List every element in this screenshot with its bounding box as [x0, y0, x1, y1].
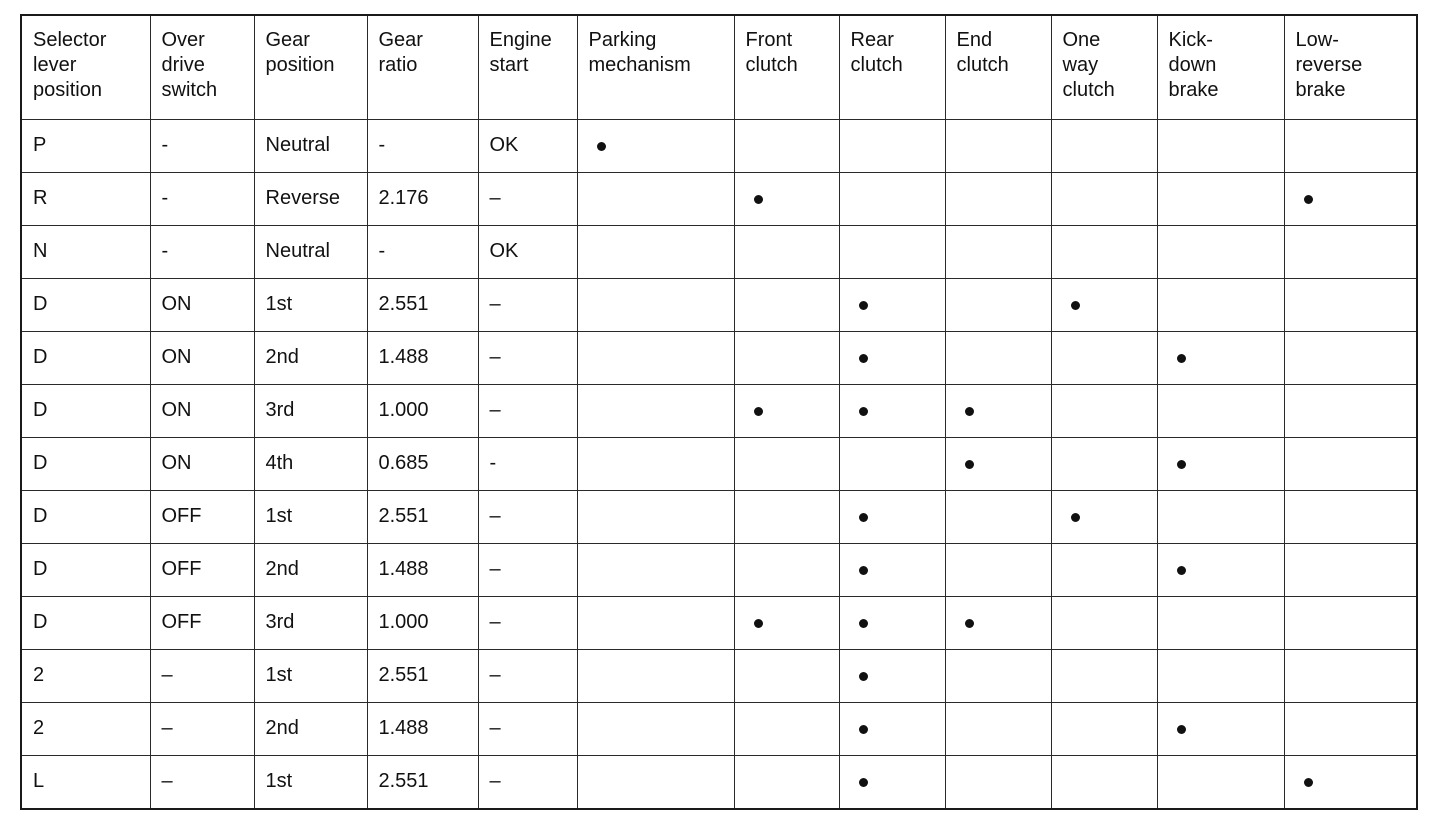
- selector-lever-position-cell: D: [21, 490, 150, 543]
- engine-start-cell: OK: [478, 119, 577, 172]
- end-clutch-cell: [945, 596, 1051, 649]
- engine-start-cell: –: [478, 649, 577, 702]
- gear-ratio-cell: 0.685: [367, 437, 478, 490]
- parking-mechanism-cell: [577, 278, 734, 331]
- table-row: [21, 543, 1417, 596]
- one-way-clutch-cell: [1051, 225, 1157, 278]
- selector-lever-position-cell: R: [21, 172, 150, 225]
- parking-mechanism-cell: [577, 702, 734, 755]
- engaged-dot-icon: [859, 407, 868, 416]
- front-clutch-cell: [734, 543, 839, 596]
- low-reverse-brake-cell: [1284, 649, 1417, 702]
- engine-start-cell: –: [478, 172, 577, 225]
- overdrive-switch-cell: OFF: [150, 596, 254, 649]
- engaged-dot-icon: [1177, 460, 1186, 469]
- gear-position-cell: 3rd: [254, 596, 367, 649]
- one-way-clutch-cell: [1051, 702, 1157, 755]
- selector-lever-position-cell: 2: [21, 702, 150, 755]
- overdrive-switch-cell: -: [150, 172, 254, 225]
- overdrive-switch-cell: OFF: [150, 543, 254, 596]
- table-row: [21, 278, 1417, 331]
- overdrive-switch-cell: –: [150, 702, 254, 755]
- engaged-dot-icon: [1177, 725, 1186, 734]
- engaged-dot-icon: [859, 778, 868, 787]
- rear-clutch-cell: [839, 649, 945, 702]
- kickdown-brake-cell: [1157, 649, 1284, 702]
- parking-mechanism-cell: [577, 331, 734, 384]
- gear-ratio-cell: -: [367, 119, 478, 172]
- engaged-dot-icon: [754, 619, 763, 628]
- kickdown-brake-cell: [1157, 119, 1284, 172]
- engaged-dot-icon: [1071, 301, 1080, 310]
- end-clutch-cell: [945, 384, 1051, 437]
- low-reverse-brake-cell: [1284, 225, 1417, 278]
- rear-clutch-cell: [839, 596, 945, 649]
- low-reverse-brake-cell: [1284, 278, 1417, 331]
- end-clutch-cell: [945, 649, 1051, 702]
- end-clutch-cell: [945, 119, 1051, 172]
- one-way-clutch-cell: [1051, 278, 1157, 331]
- selector-lever-position-cell: N: [21, 225, 150, 278]
- engaged-dot-icon: [859, 619, 868, 628]
- parking-mechanism-cell: [577, 596, 734, 649]
- kickdown-brake-cell: [1157, 543, 1284, 596]
- front-clutch-cell: [734, 596, 839, 649]
- overdrive-switch-cell: ON: [150, 331, 254, 384]
- gear-position-cell: 1st: [254, 490, 367, 543]
- one-way-clutch-cell: [1051, 331, 1157, 384]
- selector-lever-position-cell: D: [21, 596, 150, 649]
- engaged-dot-icon: [1177, 354, 1186, 363]
- overdrive-switch-cell: -: [150, 225, 254, 278]
- overdrive-switch-cell: ON: [150, 384, 254, 437]
- table-row: [21, 702, 1417, 755]
- selector-lever-position-cell: L: [21, 755, 150, 809]
- kickdown-brake-cell: [1157, 596, 1284, 649]
- col-header-selector-lever-position: Selector lever position: [21, 15, 150, 119]
- low-reverse-brake-cell: [1284, 755, 1417, 809]
- kickdown-brake-cell: [1157, 755, 1284, 809]
- table-row: [21, 225, 1417, 278]
- gear-ratio-cell: -: [367, 225, 478, 278]
- front-clutch-cell: [734, 702, 839, 755]
- low-reverse-brake-cell: [1284, 384, 1417, 437]
- end-clutch-cell: [945, 490, 1051, 543]
- engine-start-cell: –: [478, 331, 577, 384]
- kickdown-brake-cell: [1157, 331, 1284, 384]
- parking-mechanism-cell: [577, 437, 734, 490]
- selector-lever-position-cell: P: [21, 119, 150, 172]
- overdrive-switch-cell: ON: [150, 278, 254, 331]
- front-clutch-cell: [734, 490, 839, 543]
- col-header-front-clutch: Front clutch: [734, 15, 839, 119]
- engine-start-cell: –: [478, 384, 577, 437]
- front-clutch-cell: [734, 119, 839, 172]
- rear-clutch-cell: [839, 331, 945, 384]
- table-row: [21, 119, 1417, 172]
- rear-clutch-cell: [839, 755, 945, 809]
- kickdown-brake-cell: [1157, 278, 1284, 331]
- parking-mechanism-cell: [577, 649, 734, 702]
- parking-mechanism-cell: [577, 384, 734, 437]
- rear-clutch-cell: [839, 225, 945, 278]
- front-clutch-cell: [734, 649, 839, 702]
- one-way-clutch-cell: [1051, 172, 1157, 225]
- engaged-dot-icon: [859, 725, 868, 734]
- engaged-dot-icon: [597, 142, 606, 151]
- parking-mechanism-cell: [577, 225, 734, 278]
- end-clutch-cell: [945, 543, 1051, 596]
- low-reverse-brake-cell: [1284, 437, 1417, 490]
- engaged-dot-icon: [1304, 195, 1313, 204]
- end-clutch-cell: [945, 225, 1051, 278]
- engaged-dot-icon: [1071, 513, 1080, 522]
- kickdown-brake-cell: [1157, 384, 1284, 437]
- col-header-kickdown-brake: Kick- down brake: [1157, 15, 1284, 119]
- front-clutch-cell: [734, 331, 839, 384]
- selector-lever-position-cell: 2: [21, 649, 150, 702]
- gear-ratio-cell: 2.551: [367, 278, 478, 331]
- selector-lever-position-cell: D: [21, 331, 150, 384]
- overdrive-switch-cell: OFF: [150, 490, 254, 543]
- gear-ratio-cell: 2.551: [367, 649, 478, 702]
- gear-position-cell: Neutral: [254, 225, 367, 278]
- gear-position-cell: 4th: [254, 437, 367, 490]
- engine-start-cell: –: [478, 596, 577, 649]
- front-clutch-cell: [734, 225, 839, 278]
- rear-clutch-cell: [839, 437, 945, 490]
- overdrive-switch-cell: –: [150, 649, 254, 702]
- engine-start-cell: -: [478, 437, 577, 490]
- front-clutch-cell: [734, 278, 839, 331]
- front-clutch-cell: [734, 755, 839, 809]
- one-way-clutch-cell: [1051, 755, 1157, 809]
- rear-clutch-cell: [839, 490, 945, 543]
- engaged-dot-icon: [859, 354, 868, 363]
- end-clutch-cell: [945, 702, 1051, 755]
- overdrive-switch-cell: -: [150, 119, 254, 172]
- end-clutch-cell: [945, 755, 1051, 809]
- end-clutch-cell: [945, 331, 1051, 384]
- gear-ratio-cell: 1.488: [367, 331, 478, 384]
- kickdown-brake-cell: [1157, 225, 1284, 278]
- gear-position-cell: 2nd: [254, 543, 367, 596]
- gear-ratio-cell: 1.488: [367, 543, 478, 596]
- gear-position-cell: Reverse: [254, 172, 367, 225]
- rear-clutch-cell: [839, 278, 945, 331]
- one-way-clutch-cell: [1051, 596, 1157, 649]
- table-body: [21, 119, 1417, 809]
- col-header-overdrive-switch: Over drive switch: [150, 15, 254, 119]
- one-way-clutch-cell: [1051, 649, 1157, 702]
- engine-start-cell: –: [478, 755, 577, 809]
- col-header-one-way-clutch: One way clutch: [1051, 15, 1157, 119]
- low-reverse-brake-cell: [1284, 702, 1417, 755]
- low-reverse-brake-cell: [1284, 596, 1417, 649]
- gear-engagement-table: [20, 14, 1418, 810]
- parking-mechanism-cell: [577, 119, 734, 172]
- kickdown-brake-cell: [1157, 172, 1284, 225]
- overdrive-switch-cell: –: [150, 755, 254, 809]
- one-way-clutch-cell: [1051, 119, 1157, 172]
- rear-clutch-cell: [839, 172, 945, 225]
- gear-ratio-cell: 1.000: [367, 596, 478, 649]
- low-reverse-brake-cell: [1284, 172, 1417, 225]
- engaged-dot-icon: [965, 460, 974, 469]
- rear-clutch-cell: [839, 384, 945, 437]
- col-header-end-clutch: End clutch: [945, 15, 1051, 119]
- engine-start-cell: –: [478, 490, 577, 543]
- engine-start-cell: –: [478, 278, 577, 331]
- selector-lever-position-cell: D: [21, 384, 150, 437]
- engine-start-cell: –: [478, 702, 577, 755]
- engaged-dot-icon: [1177, 566, 1186, 575]
- one-way-clutch-cell: [1051, 543, 1157, 596]
- engine-start-cell: OK: [478, 225, 577, 278]
- parking-mechanism-cell: [577, 490, 734, 543]
- engaged-dot-icon: [859, 672, 868, 681]
- rear-clutch-cell: [839, 543, 945, 596]
- engaged-dot-icon: [1304, 778, 1313, 787]
- gear-position-cell: 2nd: [254, 702, 367, 755]
- front-clutch-cell: [734, 384, 839, 437]
- low-reverse-brake-cell: [1284, 331, 1417, 384]
- engine-start-cell: –: [478, 543, 577, 596]
- one-way-clutch-cell: [1051, 490, 1157, 543]
- gear-position-cell: 1st: [254, 649, 367, 702]
- low-reverse-brake-cell: [1284, 490, 1417, 543]
- engaged-dot-icon: [965, 407, 974, 416]
- gear-position-cell: 3rd: [254, 384, 367, 437]
- col-header-parking-mechanism: Parking mechanism: [577, 15, 734, 119]
- engaged-dot-icon: [859, 513, 868, 522]
- rear-clutch-cell: [839, 119, 945, 172]
- gear-position-cell: 2nd: [254, 331, 367, 384]
- col-header-engine-start: Engine start: [478, 15, 577, 119]
- one-way-clutch-cell: [1051, 437, 1157, 490]
- engaged-dot-icon: [859, 301, 868, 310]
- table-row: [21, 755, 1417, 809]
- table-row: [21, 437, 1417, 490]
- gear-ratio-cell: 2.551: [367, 755, 478, 809]
- table-row: [21, 172, 1417, 225]
- engaged-dot-icon: [754, 407, 763, 416]
- rear-clutch-cell: [839, 702, 945, 755]
- col-header-rear-clutch: Rear clutch: [839, 15, 945, 119]
- table-row: [21, 490, 1417, 543]
- gear-ratio-cell: 2.176: [367, 172, 478, 225]
- end-clutch-cell: [945, 437, 1051, 490]
- engaged-dot-icon: [965, 619, 974, 628]
- kickdown-brake-cell: [1157, 490, 1284, 543]
- table-row: [21, 384, 1417, 437]
- col-header-gear-ratio: Gear ratio: [367, 15, 478, 119]
- engaged-dot-icon: [859, 566, 868, 575]
- gear-position-cell: 1st: [254, 278, 367, 331]
- gear-ratio-cell: 2.551: [367, 490, 478, 543]
- parking-mechanism-cell: [577, 172, 734, 225]
- engaged-dot-icon: [754, 195, 763, 204]
- selector-lever-position-cell: D: [21, 437, 150, 490]
- one-way-clutch-cell: [1051, 384, 1157, 437]
- end-clutch-cell: [945, 278, 1051, 331]
- front-clutch-cell: [734, 437, 839, 490]
- gear-ratio-cell: 1.488: [367, 702, 478, 755]
- low-reverse-brake-cell: [1284, 119, 1417, 172]
- overdrive-switch-cell: ON: [150, 437, 254, 490]
- gear-position-cell: 1st: [254, 755, 367, 809]
- gear-ratio-cell: 1.000: [367, 384, 478, 437]
- front-clutch-cell: [734, 172, 839, 225]
- gear-position-cell: Neutral: [254, 119, 367, 172]
- table-row: [21, 649, 1417, 702]
- table-row: [21, 596, 1417, 649]
- low-reverse-brake-cell: [1284, 543, 1417, 596]
- col-header-low-reverse-brake: Low- reverse brake: [1284, 15, 1417, 119]
- table-row: [21, 331, 1417, 384]
- selector-lever-position-cell: D: [21, 543, 150, 596]
- header-row: [21, 15, 1417, 119]
- kickdown-brake-cell: [1157, 437, 1284, 490]
- end-clutch-cell: [945, 172, 1051, 225]
- parking-mechanism-cell: [577, 755, 734, 809]
- selector-lever-position-cell: D: [21, 278, 150, 331]
- col-header-gear-position: Gear position: [254, 15, 367, 119]
- kickdown-brake-cell: [1157, 702, 1284, 755]
- parking-mechanism-cell: [577, 543, 734, 596]
